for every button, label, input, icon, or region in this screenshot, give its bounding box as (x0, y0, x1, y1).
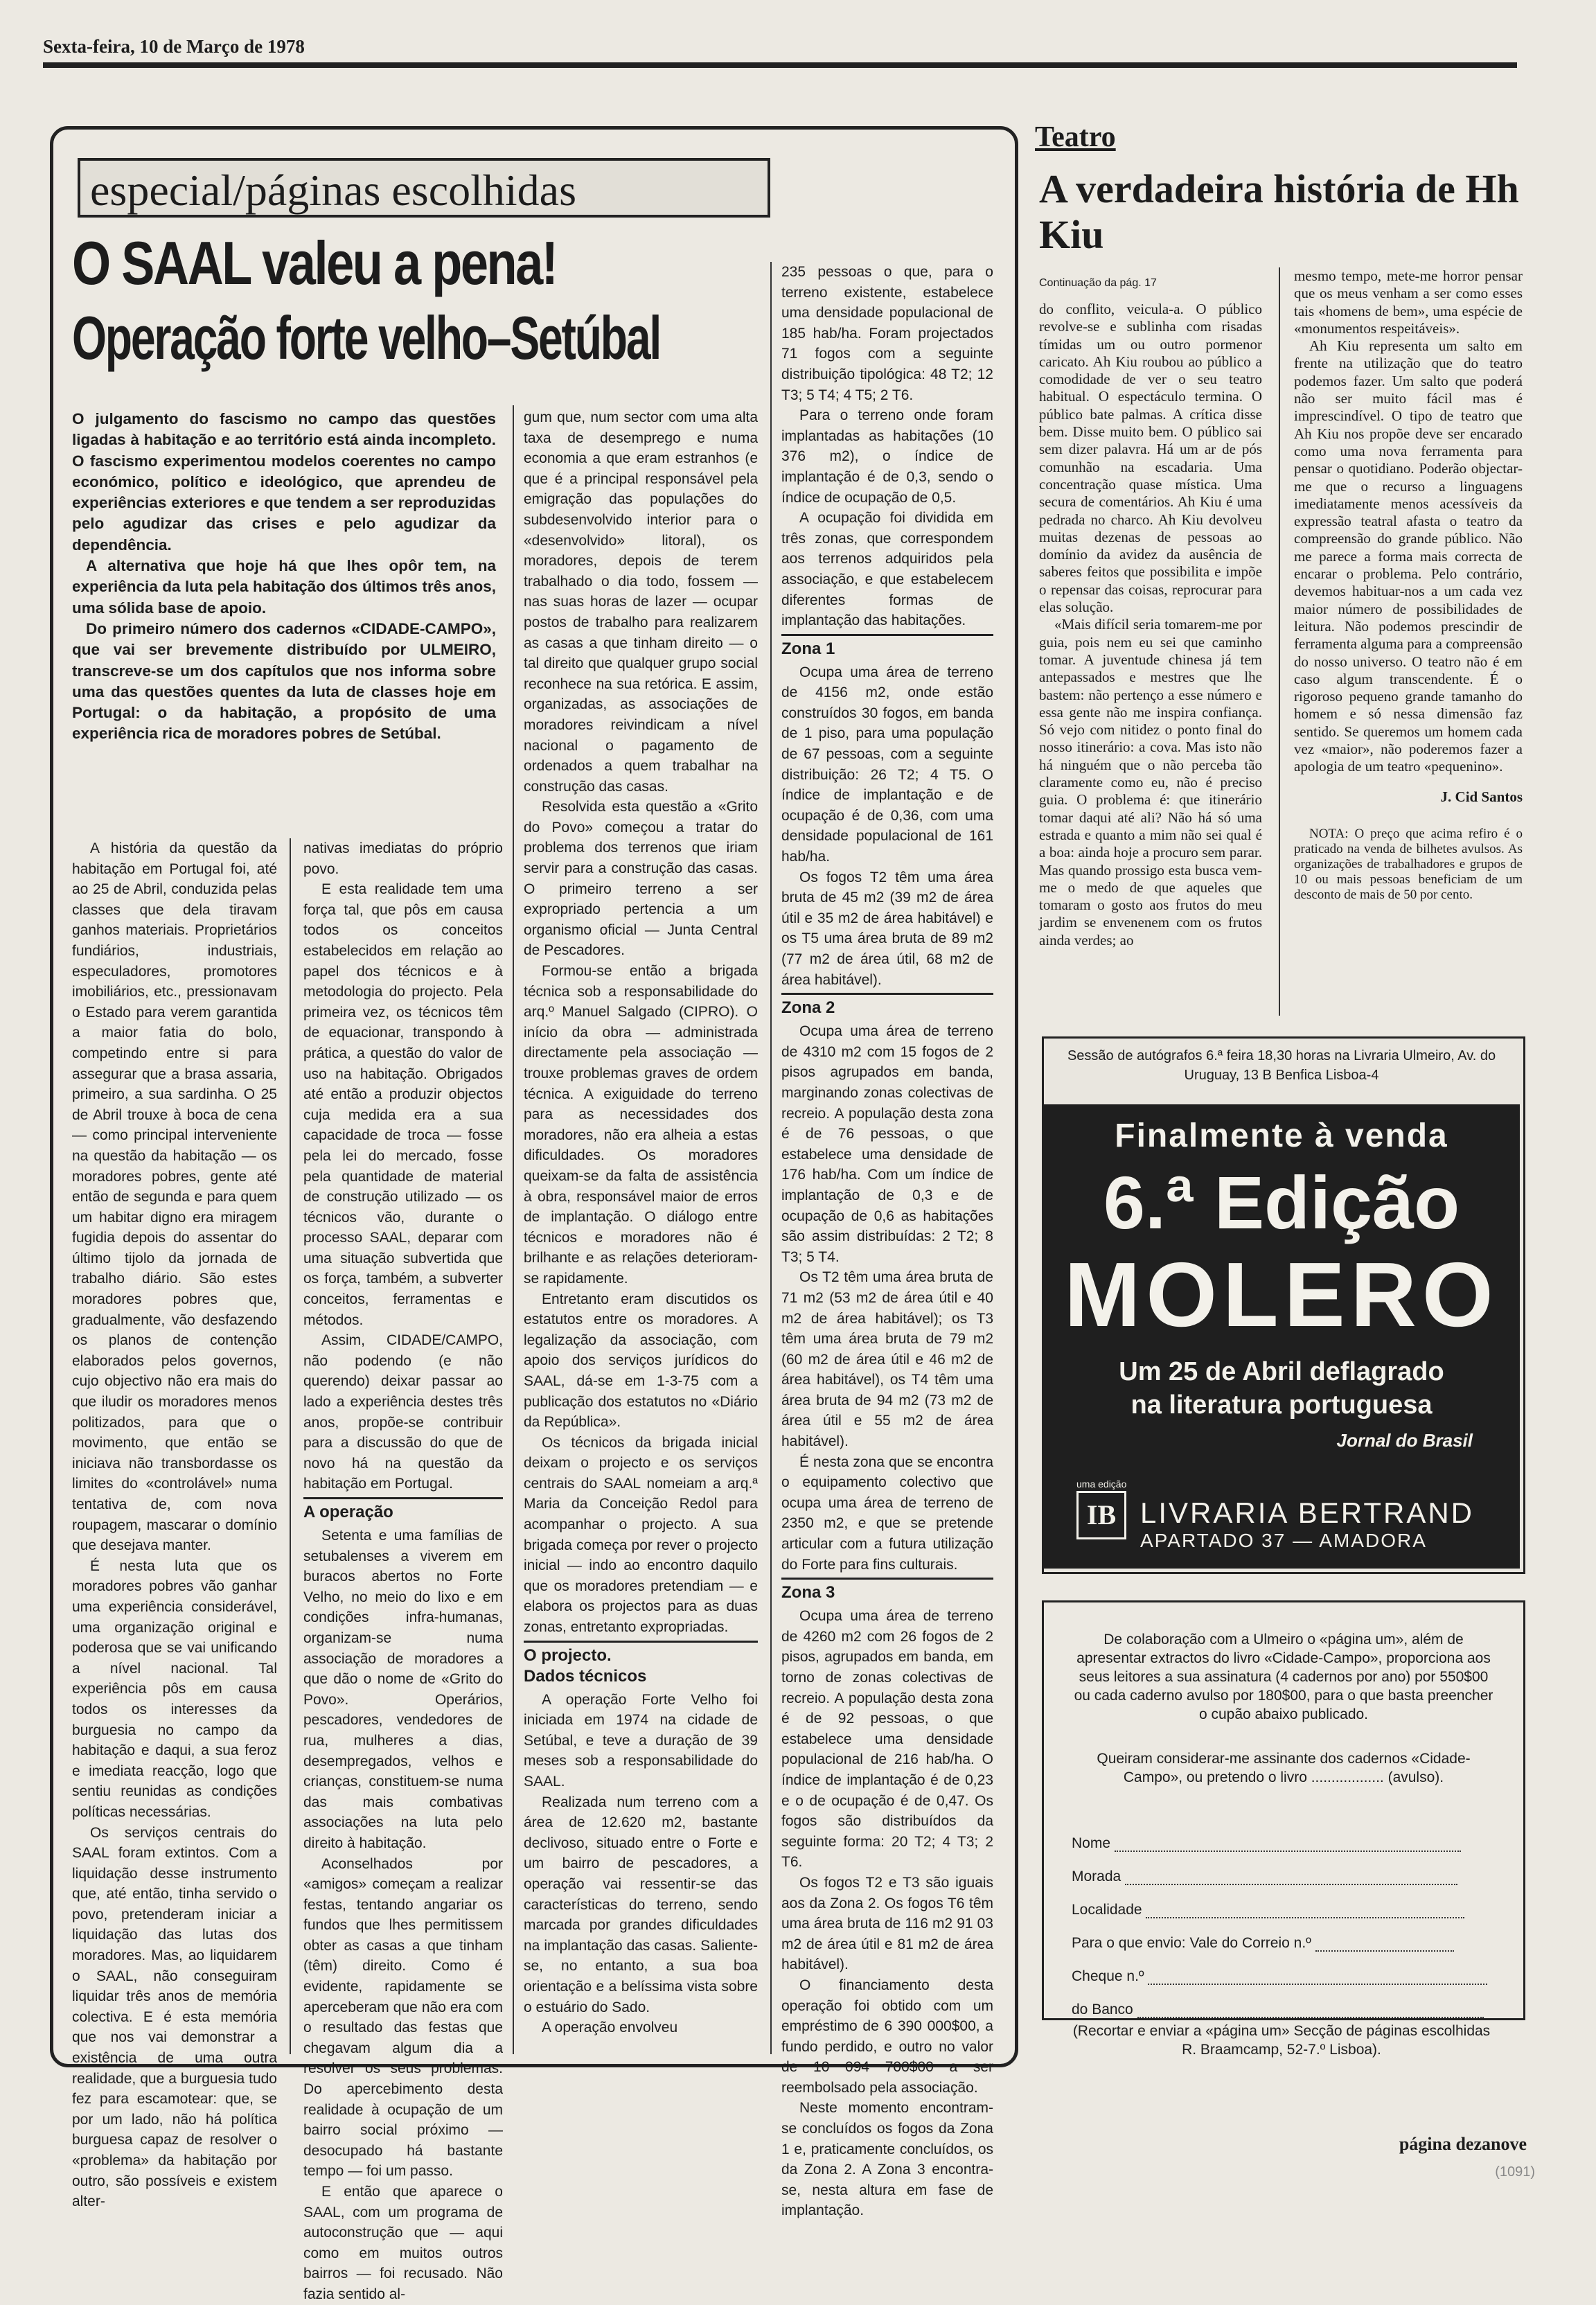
col3-p2: Resolvida esta questão a «Grito do Povo» começou a tratar do problema dos terrenos que iriam servir para a construção das casas. O primeiro terreno a ser expropriado pertencia a um organismo oficial — Junta Central de Pescadores. (524, 799, 758, 959)
headline-2: Operação forte velho–Setúbal (72, 303, 661, 372)
col3-p1: gum que, num sector com uma alta taxa de desemprego e numa economia a que eram estranhos (e que é a principal responsável pela emigração das populações do subdesenvolvido interior para o «desenvolvido» litoral), os moradores, depois de terem trabalhado o dia todo, fossem — nas suas horas de lazer — ocupar postos de trabalho para realizarem as casas a que tinham direito — o tal direito que qualquer grupo social reconhece na sua retórica. E assim, organizadas, as associações de moradores reivindicam a nível nacional o pagamento de ordenados a quem trabalhar na construção das casas. (524, 409, 758, 795)
article-column-3 (524, 407, 758, 2053)
column-divider (513, 405, 514, 2054)
field-localidade[interactable] (1072, 1902, 1496, 1918)
subhead-zona-3: Zona 3 (781, 1578, 993, 1603)
col2-p3: Assim, CIDADE/CAMPO, não podendo (e não querendo) deixar passar ao lado a experiência destes três anos, propõe-se contribuir para a discussão do que de novo há na questão da habitação em Portugal. (303, 1332, 503, 1492)
field-vale-correio[interactable] (1072, 1935, 1496, 1952)
continuation-note: Continuação da pág. 17 (1039, 277, 1157, 289)
col1-p3: Os serviços centrais do SAAL foram extintos. Com a liquidação desse instrumento que, até então, tinha servido o povo, pretenderam iniciar a liquidação das lutas dos moradores. Mas, ao liquidarem o SAAL, não conseguiram liquidar três anos de memória colectiva. E é esta memória que nos vai demonstrar a existência de uma outra realidade, que a burguesia tudo fez para escamotear: que, se por um lado, não há política burguesa capaz de resolver o «problema» da habitação por outro, são possíveis e existem alter- (72, 1824, 277, 2210)
teatro-col1-p1: do conflito, veicula-a. O público revolve-se e sublinha com risadas tímidas um ou outro pormenor caricato. Ah Kiu roubou ao público a comodidade de ver o seu teatro habitual. O espectáculo termina. O público bate palmas. A crítica disse bem. Disse muito bem. O público sai sem dizer palavra. Há um ar de pós comunhão na escadaria. Uma concentração quase mística. Uma secura de comentários. Ah Kiu é uma pedrada no charco. Ah Kiu devolveu muitas dezenas de pessoas ao domínio da avidez da ausência de saberes feitos que possibilita e impõe o repensar das coisas, reprocurar para elas solução. (1039, 301, 1262, 616)
field-morada-label: Morada (1072, 1869, 1121, 1884)
subhead-projecto-line2: Dados técnicos (524, 1666, 647, 1686)
col2b-p3: E então que aparece o SAAL, com um programa de autoconstrução que — aqui como em muitos outros bairros — foi recusado. Não fazia sentido al- (303, 2184, 503, 2302)
ad-publisher-caption: uma edição (1076, 1478, 1127, 1490)
coupon-footer: (Recortar e enviar a «página um» Secção de páginas escolhidas R. Braamcamp, 52-7.º Lisboa). (1072, 2023, 1491, 2058)
field-vale-label: Para o que envio: Vale do Correio n.º (1072, 1935, 1311, 1951)
col3-p5: Os técnicos da brigada inicial deixam o projecto e os serviços centrais do SAAL nomeiam a arq.ª Maria da Conceição Redol para acompanhar o projecto. A sua brigada começa por rever o projecto inicial — indo ao encontro daquilo que os moradores pretendiam — e elabora os projectos para as duas zonas, entretanto expropriadas. (524, 1434, 758, 1636)
ad-publisher-address: APARTADO 37 — AMADORA (1140, 1530, 1427, 1551)
teatro-title: A verdadeira história de Hh Kiu (1039, 166, 1519, 257)
col4-p3: A ocupação foi dividida em três zonas, que correspondem aos terrenos adquiridos pela associação, e que estabelecem diferentes formas de implantação das habitações. (781, 510, 993, 629)
lead-p1: O julgamento do fascismo no campo das questões ligadas à habitação e ao território está ainda incompleto. O fascismo experimentou modelos coerentes no campo económico, político e ideológico, que aprendeu de experiências exteriores e que tendem a ser reproduzidas pelo agudizar das crises e pelo agudizar da dependência. (72, 410, 496, 554)
teatro-column-2 (1294, 267, 1523, 1036)
coupon-request: Queiram considerar-me assinante dos cadernos «Cidade-Campo», ou pretendo o livro .................. (avulso). (1097, 1751, 1471, 1785)
article-column-1 (72, 838, 277, 2210)
column-divider (770, 262, 772, 2054)
section-tag: especial/páginas escolhidas (78, 158, 770, 218)
zone3-p2: Os fogos T2 e T3 são iguais aos da Zona 2. Os fogos T6 têm uma área bruta de 116 m2 91 03 m2 de área útil e 81 m2 de área habitável). (781, 1874, 993, 1973)
subhead-operacao: A operação (303, 1497, 503, 1523)
teatro-nota: NOTA: O preço que acima refiro é o praticado na venda de bilhetes avulsos. As organizações de trabalhadores e grupos de 10 ou mais pessoas beneficiam de um desconto de mais de 50 por cento. (1294, 826, 1523, 902)
teatro-col2-p2: Ah Kiu representa um salto em frente na utilização que do teatro podemos fazer. Um salto que poderá não ser muito fácil mas é imprescindível. O tipo de teatro que Ah Kiu nos propõe deve ser encarado como uma nova ferramenta para pensar o quotidiano. Poderão objectar-me que o recurso a linguagens imediatamente menos acessíveis da expressão teatral afasta o teatro da compreensão do grande público. Não me parece a forma mais correcta de encarar o problema. Pelo contrário, devemos habituar-nos a um cada vez maior número de possibilidades de leitura. Não podemos prescindir de ferramenta alguma para a compreensão do nosso universo. O teatro não é em caso algum transcendente. É o rigoroso pequeno grande tamanho do homem e só nessa dimensão faz sentido. Se queremos um homem cada vez «maior», não poderemos fazer a apologia de um teatro «pequenino». (1294, 337, 1523, 775)
zone3-p3: O financiamento desta operação foi obtido com um empréstimo de 6 390 000$00, a fundo perdido, e outro no valor de 10 094 700$00 a ser reembolsado pela associação. (781, 1977, 993, 2096)
column-divider (1279, 267, 1280, 1016)
col3b-p2: Realizada num terreno com a área de 12.620 m2, bastante declivoso, situado entre o Forte e um bairro de pescadores, a operação vai ressentir-se das características do terreno, sendo marcada por grandes dificuldades na implantação das casas. Saliente-se, no entanto, a sua boa orientação e a belíssima vista sobre o estuário do Sado. (524, 1794, 758, 2015)
col4-p2: Para o terreno onde foram implantadas as habitações (10 376 m2), o índice de implantação é de 0,3, sendo o índice de ocupação de 0,5. (781, 407, 993, 506)
article-column-2 (303, 838, 503, 2302)
zone3-p1: Ocupa uma área de terreno de 4260 m2 com 26 fogos de 2 pisos, agrupados em banda, em torno de zonas colectivas de recreio. A população desta zona é de 92 pessoas, o que estabelece uma densidade populacional de 216 hab/ha. O índice de implantação é de 0,23 e o de ocupação é de 0,47. Os fogos são distribuídos da seguinte forma: 20 T2; 4 T3; 2 T6. (781, 1608, 993, 1871)
lead-p2: A alternativa que hoje há que lhes opôr tem, na experiência da luta pela habitação dos últimos três anos, uma sólida base de apoio. (72, 557, 496, 617)
ad-publisher-name: LIVRARIA BERTRAND (1140, 1496, 1475, 1529)
subhead-zona-2: Zona 2 (781, 993, 993, 1018)
ad-tagline (1043, 1355, 1520, 1422)
col3b-p1: A operação Forte Velho foi iniciada em 1974 na cidade de Setúbal, e teve a duração de 39 meses sob a responsabilidade do SAAL. (524, 1691, 758, 1790)
teatro-column-1 (1039, 301, 1262, 1014)
ad-book-title: MOLERO (1064, 1244, 1499, 1345)
lead-paragraph (72, 409, 496, 745)
zone1-p2: Os fogos T2 têm uma área bruta de 45 m2 (39 m2 de área útil e 35 m2 de área habitável) e os T5 uma área bruta de 89 m2 (77 m2 de área útil, 68 m2 de área habitável). (781, 869, 993, 988)
headline-1: O SAAL valeu a pena! (72, 229, 557, 297)
field-nome[interactable] (1072, 1835, 1496, 1852)
col1-p2: É nesta luta que os moradores pobres vão ganhar uma experiência considerável, uma organização original e poderosa que se vai unificando a nível nacional. Tal experiência pôs em causa todos os interesses da burguesia no campo da habitação e daqui, a sua feroz e imediata reacção, logo que sentiu reunidas as condições políticas necessárias. (72, 1557, 277, 1820)
col2-p1: nativas imediatas do próprio povo. (303, 840, 503, 877)
ad-dark-panel (1043, 1104, 1520, 1569)
field-morada[interactable] (1072, 1869, 1496, 1885)
zone2-p2: Os T2 têm uma área bruta de 71 m2 (53 m2 de área útil e 40 m2 de área habitável); os T3 têm uma área bruta de 79 m2 (60 m2 de área útil e 46 m2 de área habitável), os T4 têm uma área bruta de 94 m2 (73 m2 de área útil e 55 m2 de área habitável). (781, 1269, 993, 1450)
col3-p4: Entretanto eram discutidos os estatutos entre os moradores. A legalização da associação, com apoio dos serviços jurídicos do SAAL, dá-se em 1-3-75 com a publicação dos estatutos no «Diário da República». (524, 1291, 758, 1431)
subhead-zona-1: Zona 1 (781, 634, 993, 660)
zone2-p3: É nesta zona que se encontra o equipamento colectivo que ocupa uma área de terreno de 2350 m2, e que se pretende articular com a futura utilização do Forte para fins culturais. (781, 1454, 993, 1573)
col2b-p1: Setenta e uma famílias de setubalenses a viverem em buracos abertos no Forte Velho, no meio do lixo e em condições infra-humanas, organizam-se numa associação de moradores a que dão o nome de «Grito do Povo». Operários, pescadores, vendedores de rua, mulheres a dias, desempregados, velhos e crianças, constituem-se numa das mais combativas associações na luta pelo direito à habitação. (303, 1528, 503, 1851)
ad-headline: Finalmente à venda (1115, 1118, 1448, 1154)
subhead-projecto-line1: O projecto. (524, 1645, 612, 1665)
page-footer: página dezanove (1399, 2134, 1527, 2154)
ad-autograph-session: Sessão de autógrafos 6.ª feira 18,30 horas na Livraria Ulmeiro, Av. do Uruguay, 13 B Benfica Lisboa-4 (1067, 1048, 1496, 1083)
article-column-4 (781, 262, 993, 2219)
col1-p1: A história da questão da habitação em Portugal foi, até ao 25 de Abril, conduzida pelas classes que dela tiravam ganhos materiais. Proprietários fundiários, industriais, especuladores, promotores imobiliários, etc., pressionavam o Estado para verem garantida a maior fatia do bolo, competindo entre si para assegurar que a brasa assaria, primeiro, a sua sardinha. O 25 de Abril trouxe à boca de cena — como principal interveniente na questão da habitação — os moradores pobres, gente até então de segunda e para quem um habitar digno era miragem fugidia depois do assentar do último tijolo da jornada de trabalho diário. São estes moradores pobres que, gradualmente, vão desfazendo os planos de contenção elaborados pelos governos, cujo objectivo não era mais do que iludir os moradores menos politizados, para que o movimento, que então se iniciava não transbordasse os limites do «controlável» numa tentativa de, com nova roupagem, mascarar o domínio que desejava manter. (72, 840, 277, 1554)
teatro-col2-p1: mesmo tempo, mete-me horror pensar que os meus venham a ser como esses tais «homens de bem», uma espécie de «monumentos respeitáveis». (1294, 267, 1523, 337)
field-banco[interactable] (1072, 2002, 1496, 2018)
field-nome-label: Nome (1072, 1835, 1111, 1851)
field-localidade-label: Localidade (1072, 1902, 1142, 1918)
section-teatro: Teatro (1035, 121, 1116, 153)
zone1-p1: Ocupa uma área de terreno de 4156 m2, onde estão construídos 30 fogos, em banda de 1 piso, para uma população de 67 pessoas, com a seguinte distribuição: 26 T2; 4 T5. O índice de implantação e de ocupação é de 0,36, com uma densidade populacional de 161 hab/ha. (781, 664, 993, 865)
page-number: (1091) (1495, 2164, 1535, 2180)
coupon-intro: De colaboração com a Ulmeiro o «página um», além de apresentar extractos do livro «Cidade-Campo», proporciona aos seus leitores a sua assinatura (4 cadernos por ano) por 550$00 ou cada caderno avulso por 180$00, para o que basta preencher o cupão abaixo publicado. (1074, 1632, 1493, 1722)
ad-edition: 6.ª Edição (1103, 1160, 1460, 1244)
ad-quote-source: Jornal do Brasil (1336, 1430, 1473, 1451)
col4-p1: 235 pessoas o que, para o terreno existente, estabelece uma densidade populacional de 185 hab/ha. Foram projectados 71 fogos com a seguinte distribuição tipológica: 48 T2; 12 T3; 5 T4; 4 T5; 2 T6. (781, 264, 993, 403)
column-divider (290, 838, 291, 2054)
field-cheque[interactable] (1072, 1968, 1496, 1985)
zone2-p1: Ocupa uma área de terreno de 4310 m2 com 15 fogos de 2 pisos agrupados em banda, marginando zonas colectivas de recreio. A população desta zona é de 76 pessoas, o que estabelece uma densidade de 176 hab/ha. Com um índice de implantação de 0,3 e de ocupação de 0,6 as habitações são assim distribuídas: 2 T2; 8 T3; 5 T4. (781, 1023, 993, 1265)
col2-p2: E esta realidade tem uma força tal, que pôs em causa todos os conceitos estabelecidos em relação ao papel dos técnicos e à metodologia do projecto. Pela primeira vez, os técnicos têm de equacionar, transpondo à prática, a questão do valor de uso na habitação. Obrigados até então a produzir objectos cuja medida era a sua capacidade de troca — fosse pela lei do mercado, fosse pela quantidade de material de construção utilizado — os técnicos vão, durante o processo SAAL, deparar com uma situação subvertida que os força, também, a subverter conceitos, ferramentas e métodos. (303, 881, 503, 1328)
lead-p3: Do primeiro número dos cadernos «CIDADE-CAMPO», que vai ser brevemente distribuído por ULMEIRO, transcreve-se um dos capítulos que nos informa sobre uma das questões quentes da luta de classes hoje em Portugal: o da habitação, a propósito de uma experiência rica de moradores pobres de Setúbal. (72, 619, 496, 743)
bertrand-logo-icon: IB (1076, 1491, 1126, 1539)
zone3-p4: Neste momento encontram-se concluídos os fogos da Zona 1 e, praticamente concluídos, os da Zona 2. A Zona 3 encontra-se, nesta altura em fase de implantação. (781, 2100, 993, 2219)
subhead-projecto (524, 1641, 758, 1687)
field-cheque-label: Cheque n.º (1072, 1968, 1144, 1984)
col3-p3: Formou-se então a brigada técnica sob a responsabilidade do arq.º Manuel Salgado (CIPRO). O início da obra — administrada directamente pela associação — trouxe problemas graves de ordem técnica. A exiguidade do terreno para as necessidades dos moradores, não era alheia a estas dificuldades. Os moradores queixam-se da falta de assistência à obra, responsável maior de erros de implantação. O diálogo entre técnicos e moradores não é brilhante e as relações deterioram-se rapidamente. (524, 963, 758, 1287)
issue-date: Sexta-feira, 10 de Março de 1978 (43, 36, 305, 57)
ad-tagline-1: Um 25 de Abril deflagrado (1119, 1357, 1444, 1386)
ad-tagline-2: na literatura portuguesa (1130, 1390, 1433, 1420)
header-rule (43, 62, 1517, 68)
col2b-p2: Aconselhados por «amigos» começam a realizar festas, tentando angariar os fundos que lhes permitissem obter as casas a que tinham (têm) direito. Como é evidente, rapidamente se aperceberam que não era com o resultado das festas que chegavam algum dia a resolver os seus problemas. Do apercebimento desta realidade à ocupação de um bairro social próximo — desocupado há bastante tempo — foi um passo. (303, 1855, 503, 2180)
subscription-coupon (1042, 1600, 1525, 2020)
teatro-signature: J. Cid Santos (1440, 788, 1523, 805)
col3b-p3: A operação envolveu (542, 2020, 678, 2036)
field-banco-label: do Banco (1072, 2002, 1133, 2017)
teatro-col1-p2: «Mais difícil seria tomarem-me por guia, pois nem eu sei que caminho tomar. A juventude chinesa já tem antepassados e mestres que lhe bastem: não pertenço a esse número e essa gente não me inspira confiança. Só vejo com nitidez o ponto final do nosso itinerário: a cova. Mas isto não há ninguém que o não perceba tão claramente como eu, não é preciso guia. O problema é: que itinerário tomar daqui até ali? Não há só uma estrada e quanto a mim não sei qual é a boa: ainda hoje a procuro sem parar. Mas quando prossigo esta busca vem-me o medo de que aqueles que tomaram o gosto aos frutos do meu jardim se envenenem com os frutos ainda verdes; ao (1039, 616, 1262, 948)
